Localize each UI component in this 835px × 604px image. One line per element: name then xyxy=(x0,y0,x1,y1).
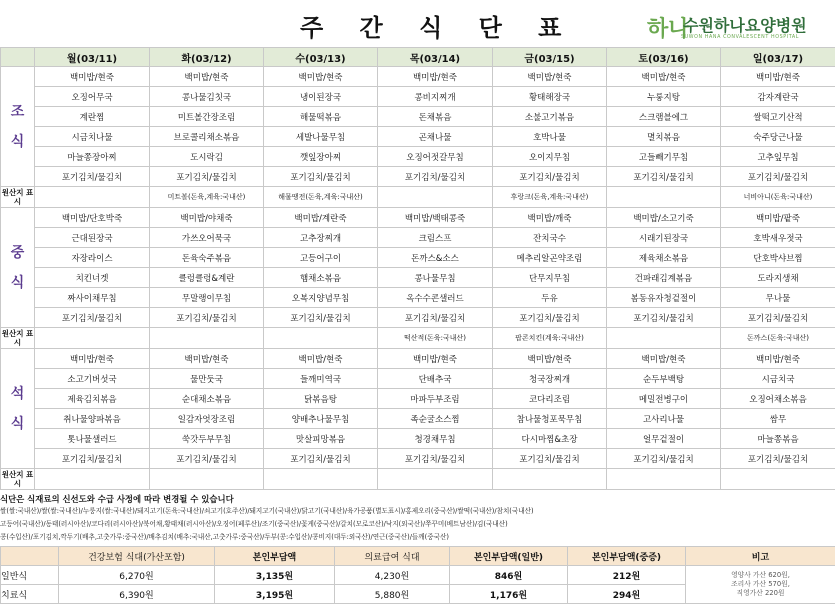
origin-cell xyxy=(35,328,150,349)
origin-cell xyxy=(607,469,721,490)
page-title: 주 간 식 단 표 xyxy=(300,8,575,43)
menu-row xyxy=(1,369,835,389)
menu-cell: 포기김치/물김치 xyxy=(378,449,493,469)
menu-cell: 포기김치/물김치 xyxy=(721,167,835,187)
menu-cell: 치킨너겟 xyxy=(35,268,150,288)
notice-text: 식단은 식재료의 신선도와 수급 사정에 따라 변경될 수 있습니다 xyxy=(0,493,835,505)
menu-row xyxy=(1,67,835,87)
menu-cell: 백미밥/현죽 xyxy=(721,349,835,369)
day-header: 화(03/12) xyxy=(150,48,264,67)
menu-row xyxy=(1,349,835,369)
menu-row xyxy=(1,248,835,268)
menu-cell: 포기김치/물김치 xyxy=(721,449,835,469)
menu-cell: 마파두부조림 xyxy=(378,389,493,409)
menu-cell: 포기김치/물김치 xyxy=(264,449,378,469)
origin-cell: 너비아니(돈육:국내산) xyxy=(721,187,835,208)
corner-cell xyxy=(1,48,35,67)
menu-cell: 포기김치/물김치 xyxy=(607,449,721,469)
menu-cell: 일감자엇장조림 xyxy=(150,409,264,429)
menu-cell: 백미밥/현죽 xyxy=(35,349,150,369)
menu-cell: 잔치국수 xyxy=(493,228,607,248)
menu-cell: 황태해장국 xyxy=(493,87,607,107)
menu-cell: 포기김치/물김치 xyxy=(607,167,721,187)
menu-cell: 다시마찜&초장 xyxy=(493,429,607,449)
price-header: 본인부담액(중증) xyxy=(568,547,686,566)
menu-cell: 족순굴소스찜 xyxy=(378,409,493,429)
menu-cell: 오이지무침 xyxy=(493,147,607,167)
menu-cell: 브로콜리채소볶음 xyxy=(150,127,264,147)
menu-cell: 마늘쫑볶음 xyxy=(721,429,835,449)
menu-cell: 백미밥/계란죽 xyxy=(264,208,378,228)
menu-row xyxy=(1,167,835,187)
origin-row xyxy=(1,328,835,349)
menu-cell: 포기김치/물김치 xyxy=(378,308,493,328)
origin-cell: 돈까스(돈육:국내산) xyxy=(721,328,835,349)
origin-cell xyxy=(35,187,150,208)
menu-cell: 시금치나물 xyxy=(35,127,150,147)
menu-cell: 쌀떡고기산적 xyxy=(721,107,835,127)
menu-cell: 백미밥/현죽 xyxy=(378,67,493,87)
day-header: 금(03/15) xyxy=(493,48,607,67)
menu-cell: 쑥갓두부무침 xyxy=(150,429,264,449)
menu-cell: 순대채소볶음 xyxy=(150,389,264,409)
price-cell: 846원 xyxy=(450,566,568,585)
origin-cell: 해물땡전(돈육,계육:국내산) xyxy=(264,187,378,208)
menu-cell: 포기김치/물김치 xyxy=(607,308,721,328)
meal-label-char: 조 xyxy=(1,97,34,127)
price-cell: 294원 xyxy=(568,585,686,604)
menu-cell: 백미밥/현죽 xyxy=(150,67,264,87)
menu-row xyxy=(1,228,835,248)
menu-cell: 고들빼기무침 xyxy=(607,147,721,167)
menu-cell: 제육채소볶음 xyxy=(607,248,721,268)
origin-line: 고등어(국내산)/동태(러시아산)/코다리(러시아산)/북어채,황태채(러시아산)/오징어(페루산)/조기(중국산)/꽃게(중국산)/갈치(모로코산)/낙지(외국산)/쭈꾸미(베트남산)/김(국내산) xyxy=(0,518,835,528)
price-header: 건강보험 식대(가산포함) xyxy=(59,547,215,566)
menu-cell: 백미밥/백태콩죽 xyxy=(378,208,493,228)
menu-cell: 세발나물무침 xyxy=(264,127,378,147)
menu-cell: 포기김치/물김치 xyxy=(264,167,378,187)
menu-row xyxy=(1,308,835,328)
price-cell: 1,176원 xyxy=(450,585,568,604)
menu-cell: 양배추나물무침 xyxy=(264,409,378,429)
menu-cell: 햄채소볶음 xyxy=(264,268,378,288)
menu-cell: 고사리나물 xyxy=(607,409,721,429)
menu-cell: 백미밥/현죽 xyxy=(150,349,264,369)
menu-cell: 도시락김 xyxy=(150,147,264,167)
menu-row xyxy=(1,449,835,469)
menu-cell: 백미밥/현죽 xyxy=(264,67,378,87)
menu-cell: 시래기된장국 xyxy=(607,228,721,248)
menu-cell: 포기김치/물김치 xyxy=(721,308,835,328)
menu-cell: 백미밥/야채죽 xyxy=(150,208,264,228)
menu-cell: 깻잎장아찌 xyxy=(264,147,378,167)
menu-cell: 고추잎무침 xyxy=(721,147,835,167)
origin-cell xyxy=(35,469,150,490)
menu-cell: 포기김치/물김치 xyxy=(150,167,264,187)
menu-cell: 오복지양념무침 xyxy=(264,288,378,308)
menu-cell: 숙주당근나물 xyxy=(721,127,835,147)
menu-cell: 백미밥/현죽 xyxy=(378,349,493,369)
meal-label-char: 식 xyxy=(1,409,34,439)
price-cell: 6,270원 xyxy=(59,566,215,585)
price-row-label: 일반식 xyxy=(1,566,59,585)
menu-cell: 짜사이채무침 xyxy=(35,288,150,308)
menu-cell: 멸치볶음 xyxy=(607,127,721,147)
menu-cell: 포기김치/물김치 xyxy=(35,308,150,328)
menu-cell: 백미밥/소고기죽 xyxy=(607,208,721,228)
menu-cell: 포기김치/물김치 xyxy=(378,167,493,187)
menu-cell: 참나물청포묵무침 xyxy=(493,409,607,429)
menu-cell: 포기김치/물김치 xyxy=(493,449,607,469)
origin-cell xyxy=(150,469,264,490)
menu-cell: 포기김치/물김치 xyxy=(150,308,264,328)
weekly-menu-table xyxy=(0,47,835,490)
price-cell: 212원 xyxy=(568,566,686,585)
menu-row xyxy=(1,127,835,147)
menu-cell: 감자계란국 xyxy=(721,87,835,107)
menu-cell: 포기김치/물김치 xyxy=(35,449,150,469)
menu-cell: 소고기버섯국 xyxy=(35,369,150,389)
menu-cell: 콩비지찌개 xyxy=(378,87,493,107)
meal-label-char: 석 xyxy=(1,379,34,409)
meal-label xyxy=(1,208,35,328)
menu-cell: 백미밥/팥죽 xyxy=(721,208,835,228)
menu-row xyxy=(1,288,835,308)
menu-cell: 맛살피망볶음 xyxy=(264,429,378,449)
hospital-name-english: SUWON HANA CONVALESCENT HOSPITAL xyxy=(681,35,799,40)
day-header: 수(03/13) xyxy=(264,48,378,67)
price-header: 의료급여 식대 xyxy=(335,547,450,566)
menu-cell: 돈육숙주볶음 xyxy=(150,248,264,268)
origin-cell: 미트볼(돈육,계육:국내산) xyxy=(150,187,264,208)
origin-cell xyxy=(607,328,721,349)
origin-cell: 떡산적(돈육:국내산) xyxy=(378,328,493,349)
menu-cell: 돈채볶음 xyxy=(378,107,493,127)
menu-cell: 건파래김계볶음 xyxy=(607,268,721,288)
menu-cell: 메추리알곤약조림 xyxy=(493,248,607,268)
menu-cell: 두유 xyxy=(493,288,607,308)
meal-label xyxy=(1,349,35,469)
menu-cell: 취나물양파볶음 xyxy=(35,409,150,429)
meal-label-char: 식 xyxy=(1,127,34,157)
day-header: 토(03/16) xyxy=(607,48,721,67)
menu-cell: 호박새우젓국 xyxy=(721,228,835,248)
price-note-line: 직영가산 220원 xyxy=(686,589,835,598)
price-row-label: 치료식 xyxy=(1,585,59,604)
menu-cell: 백미밥/현죽 xyxy=(721,67,835,87)
origin-line: 콩(수입산)/포기김치,깍두기(배추,고춧가루:중국산)/배추김치(배추:국내산,고춧가루:중국산)/두부(콩:수입산)/콩비지(대두:외국산)/연근(중국산)/들깨(중국산) xyxy=(0,531,835,541)
menu-row xyxy=(1,409,835,429)
menu-cell: 코다리조림 xyxy=(493,389,607,409)
price-cell: 4,230원 xyxy=(335,566,450,585)
origin-row xyxy=(1,469,835,490)
meal-price-table xyxy=(0,546,835,604)
price-header: 본인부담액(일반) xyxy=(450,547,568,566)
menu-row xyxy=(1,107,835,127)
origin-line: 쌀(쌀:국내산)/쌀(쌀:국내산)/누룽지(쌀:국내산)/돼지고기(돈육:국내산)/쇠고기(호주산)/돼지고기(국내산)/닭고기(국내산)/육가공품(별도표시)/홍제오리(중국산)/쌀떡(국내산)/참치(국내산) xyxy=(0,505,835,515)
menu-cell: 스크램블에그 xyxy=(607,107,721,127)
origin-cell: 후랑크(돈육,계육:국내산) xyxy=(493,187,607,208)
menu-cell: 백미밥/현죽 xyxy=(607,349,721,369)
menu-cell: 오징어채소볶음 xyxy=(721,389,835,409)
menu-cell: 포기김치/물김치 xyxy=(493,308,607,328)
menu-cell: 단무지무침 xyxy=(493,268,607,288)
price-cell: 3,135원 xyxy=(215,566,335,585)
price-note-line: 영양사 가산 620원, xyxy=(686,571,835,580)
menu-cell: 포기김치/물김치 xyxy=(150,449,264,469)
menu-row xyxy=(1,87,835,107)
menu-cell: 시금치국 xyxy=(721,369,835,389)
meal-label-char: 중 xyxy=(1,238,34,268)
day-header: 월(03/11) xyxy=(35,48,150,67)
menu-cell: 무말랭이무침 xyxy=(150,288,264,308)
menu-cell: 순두부백탕 xyxy=(607,369,721,389)
menu-cell: 제육김치볶음 xyxy=(35,389,150,409)
menu-cell: 백미밥/현죽 xyxy=(35,67,150,87)
price-cell: 3,195원 xyxy=(215,585,335,604)
menu-cell: 메밀전병구이 xyxy=(607,389,721,409)
menu-cell: 자장라이스 xyxy=(35,248,150,268)
menu-cell: 단호박샤브찜 xyxy=(721,248,835,268)
menu-cell: 클렁클렁&계란 xyxy=(150,268,264,288)
menu-cell: 쌈무 xyxy=(721,409,835,429)
origin-cell xyxy=(264,328,378,349)
menu-cell: 포기김치/물김치 xyxy=(264,308,378,328)
origin-row xyxy=(1,187,835,208)
menu-cell: 톳나물샐러드 xyxy=(35,429,150,449)
origin-cell xyxy=(378,187,493,208)
origin-cell xyxy=(721,469,835,490)
menu-cell: 냉이된장국 xyxy=(264,87,378,107)
price-header: 본인부담액 xyxy=(215,547,335,566)
origin-cell xyxy=(264,469,378,490)
menu-cell: 백미밥/단호박죽 xyxy=(35,208,150,228)
hospital-logo xyxy=(645,10,835,46)
menu-cell: 호박나물 xyxy=(493,127,607,147)
menu-cell: 포기김치/물김치 xyxy=(493,167,607,187)
menu-row xyxy=(1,429,835,449)
menu-cell: 콩나물김칫국 xyxy=(150,87,264,107)
menu-cell: 돈까스&소스 xyxy=(378,248,493,268)
origin-label: 원산지 표시 xyxy=(1,187,35,208)
origin-cell xyxy=(493,469,607,490)
menu-cell: 해물떡볶음 xyxy=(264,107,378,127)
menu-cell: 마늘쫑장아찌 xyxy=(35,147,150,167)
menu-cell: 백미밥/깨죽 xyxy=(493,208,607,228)
menu-cell: 곤채나물 xyxy=(378,127,493,147)
menu-cell: 누룽지탕 xyxy=(607,87,721,107)
price-header xyxy=(1,547,59,566)
origin-cell xyxy=(150,328,264,349)
menu-cell: 물만둣국 xyxy=(150,369,264,389)
price-cell: 6,390원 xyxy=(59,585,215,604)
day-header: 일(03/17) xyxy=(721,48,835,67)
menu-cell: 백미밥/현죽 xyxy=(607,67,721,87)
menu-row xyxy=(1,147,835,167)
menu-cell: 봄동유자청겉절이 xyxy=(607,288,721,308)
menu-cell: 얼무겉절이 xyxy=(607,429,721,449)
menu-cell: 오징어무국 xyxy=(35,87,150,107)
menu-row xyxy=(1,268,835,288)
day-header: 목(03/14) xyxy=(378,48,493,67)
origin-label: 원산지 표시 xyxy=(1,328,35,349)
menu-row xyxy=(1,389,835,409)
menu-cell: 고등어구이 xyxy=(264,248,378,268)
menu-cell: 도라지생채 xyxy=(721,268,835,288)
hospital-name: 수원하나요양병원 xyxy=(683,13,807,36)
price-cell: 5,880원 xyxy=(335,585,450,604)
origin-cell xyxy=(378,469,493,490)
price-note-line: 조리사 가산 570원, xyxy=(686,580,835,589)
menu-cell: 무나물 xyxy=(721,288,835,308)
menu-cell: 백미밥/현죽 xyxy=(264,349,378,369)
menu-cell: 닭볶음탕 xyxy=(264,389,378,409)
meal-label xyxy=(1,67,35,187)
day-header-row xyxy=(1,48,835,67)
meal-label-char: 식 xyxy=(1,268,34,298)
price-header-row xyxy=(1,547,835,566)
menu-cell: 들깨미역국 xyxy=(264,369,378,389)
menu-cell: 백미밥/현죽 xyxy=(493,349,607,369)
menu-cell: 소불고기볶음 xyxy=(493,107,607,127)
menu-row xyxy=(1,208,835,228)
menu-cell: 오징어젓갈무침 xyxy=(378,147,493,167)
menu-cell: 콩나물무침 xyxy=(378,268,493,288)
origin-cell xyxy=(607,187,721,208)
menu-cell: 청경채무침 xyxy=(378,429,493,449)
price-row xyxy=(1,566,835,585)
menu-cell: 고추장찌개 xyxy=(264,228,378,248)
price-note xyxy=(686,566,835,604)
menu-cell: 크림스프 xyxy=(378,228,493,248)
menu-cell: 가쓰오어묵국 xyxy=(150,228,264,248)
menu-cell: 미트볼간장조림 xyxy=(150,107,264,127)
price-header: 비고 xyxy=(686,547,835,566)
logo-mark: 하나 xyxy=(647,12,690,43)
menu-cell: 계란찜 xyxy=(35,107,150,127)
menu-cell: 옥수수콘샐러드 xyxy=(378,288,493,308)
menu-cell: 백미밥/현죽 xyxy=(493,67,607,87)
origin-label: 원산지 표시 xyxy=(1,469,35,490)
menu-cell: 포기김치/물김치 xyxy=(35,167,150,187)
menu-cell: 단배추국 xyxy=(378,369,493,389)
origin-cell: 팝콘치킨(계육:국내산) xyxy=(493,328,607,349)
menu-cell: 청국장찌개 xyxy=(493,369,607,389)
menu-cell: 근대된장국 xyxy=(35,228,150,248)
page-header xyxy=(0,0,835,48)
